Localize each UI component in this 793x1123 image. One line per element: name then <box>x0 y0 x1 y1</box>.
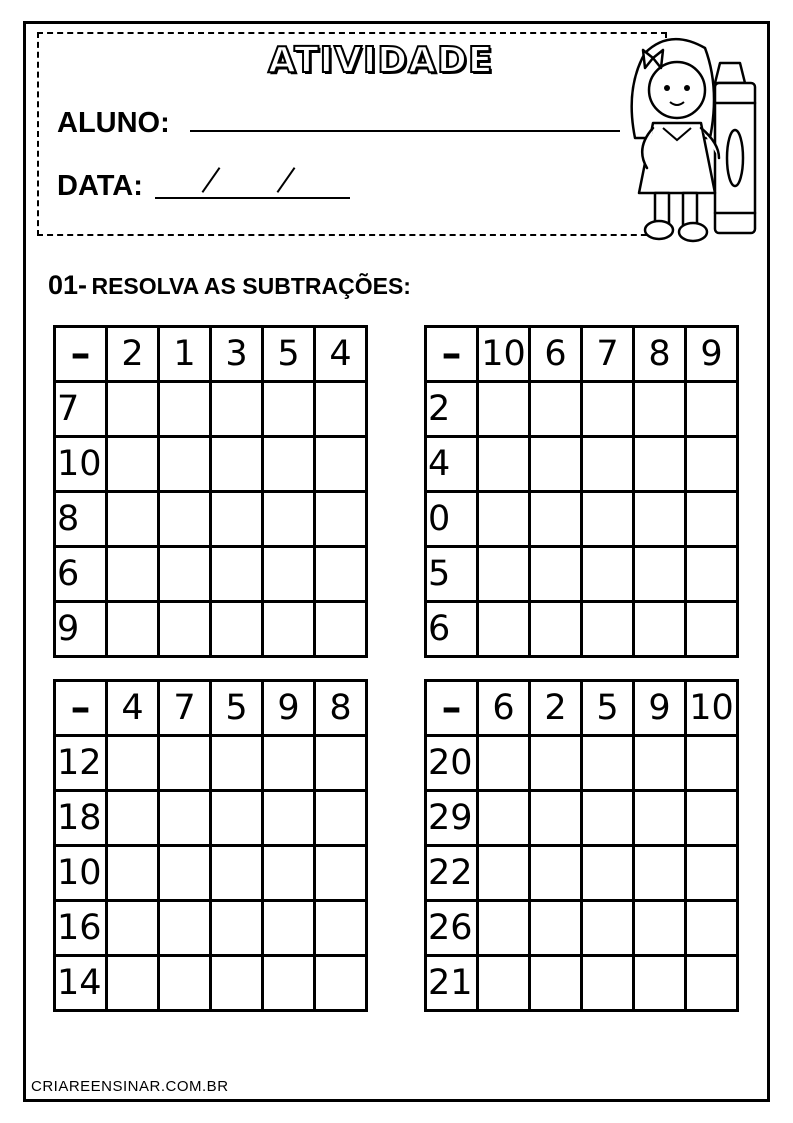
grid-column-header: 5 <box>263 327 315 382</box>
question-number: 01- <box>48 270 88 300</box>
answer-cell[interactable] <box>634 791 686 846</box>
answer-cell[interactable] <box>315 846 367 901</box>
grid-row <box>426 382 738 437</box>
answer-cell[interactable] <box>582 846 634 901</box>
grid-header-row <box>426 681 738 736</box>
minus-operator: – <box>55 681 107 736</box>
answer-cell[interactable] <box>478 846 530 901</box>
answer-cell[interactable] <box>315 791 367 846</box>
answer-cell[interactable] <box>686 437 738 492</box>
answer-cell[interactable] <box>478 547 530 602</box>
answer-cell[interactable] <box>634 901 686 956</box>
answer-cell[interactable] <box>686 602 738 657</box>
grid-row-header: 18 <box>55 791 107 846</box>
answer-cell[interactable] <box>634 547 686 602</box>
answer-cell[interactable] <box>315 901 367 956</box>
answer-cell[interactable] <box>530 791 582 846</box>
minus-operator: – <box>426 327 478 382</box>
answer-cell[interactable] <box>530 547 582 602</box>
grid-row <box>55 846 367 901</box>
answer-cell[interactable] <box>263 791 315 846</box>
answer-cell[interactable] <box>582 736 634 791</box>
answer-cell[interactable] <box>686 791 738 846</box>
grid-row <box>426 492 738 547</box>
answer-cell[interactable] <box>634 492 686 547</box>
answer-cell[interactable] <box>263 437 315 492</box>
answer-cell[interactable] <box>211 382 263 437</box>
answer-cell[interactable] <box>478 791 530 846</box>
answer-cell[interactable] <box>530 437 582 492</box>
answer-cell[interactable] <box>315 956 367 1011</box>
grid-column-header: 10 <box>686 681 738 736</box>
grid-row-header: 4 <box>426 437 478 492</box>
grid-column-header: 4 <box>315 327 367 382</box>
grid-header-row <box>426 327 738 382</box>
grid-row <box>426 736 738 791</box>
answer-cell[interactable] <box>159 901 211 956</box>
answer-cell[interactable] <box>478 382 530 437</box>
answer-cell[interactable] <box>159 437 211 492</box>
answer-cell[interactable] <box>634 382 686 437</box>
answer-cell[interactable] <box>315 437 367 492</box>
answer-cell[interactable] <box>530 602 582 657</box>
grid-row-header: 29 <box>426 791 478 846</box>
grid-row <box>55 437 367 492</box>
answer-cell[interactable] <box>478 901 530 956</box>
answer-cell[interactable] <box>315 492 367 547</box>
minus-operator: – <box>426 681 478 736</box>
grid-row-header: 8 <box>55 492 107 547</box>
answer-cell[interactable] <box>159 956 211 1011</box>
answer-cell[interactable] <box>582 602 634 657</box>
answer-cell[interactable] <box>634 437 686 492</box>
grid-row <box>55 547 367 602</box>
answer-cell[interactable] <box>159 846 211 901</box>
grid-row-header: 26 <box>426 901 478 956</box>
answer-cell[interactable] <box>530 736 582 791</box>
grid-row-header: 10 <box>55 846 107 901</box>
answer-cell[interactable] <box>107 846 159 901</box>
grid-row <box>426 791 738 846</box>
aluno-input-line[interactable] <box>190 130 620 132</box>
answer-cell[interactable] <box>107 437 159 492</box>
grid-row <box>426 901 738 956</box>
answer-cell[interactable] <box>107 956 159 1011</box>
grid-row <box>426 956 738 1011</box>
page-title: ATIVIDADE <box>268 40 494 81</box>
answer-cell[interactable] <box>107 901 159 956</box>
answer-cell[interactable] <box>159 736 211 791</box>
grid-row <box>55 602 367 657</box>
answer-cell[interactable] <box>686 846 738 901</box>
question-heading <box>48 270 411 301</box>
answer-cell[interactable] <box>582 437 634 492</box>
answer-cell[interactable] <box>478 492 530 547</box>
grid-row <box>55 382 367 437</box>
crayon-tip <box>715 63 745 83</box>
answer-cell[interactable] <box>211 956 263 1011</box>
grid-row-header: 21 <box>426 956 478 1011</box>
grid-column-header: 7 <box>159 681 211 736</box>
answer-cell[interactable] <box>686 492 738 547</box>
answer-cell[interactable] <box>211 602 263 657</box>
answer-cell[interactable] <box>211 736 263 791</box>
subtraction-grid-2 <box>424 325 739 658</box>
answer-cell[interactable] <box>686 956 738 1011</box>
answer-cell[interactable] <box>107 382 159 437</box>
answer-cell[interactable] <box>107 547 159 602</box>
answer-cell[interactable] <box>686 382 738 437</box>
grid-row-header: 9 <box>55 602 107 657</box>
grid-column-header: 5 <box>582 681 634 736</box>
answer-cell[interactable] <box>315 547 367 602</box>
grid-row-header: 10 <box>55 437 107 492</box>
answer-cell[interactable] <box>159 602 211 657</box>
answer-cell[interactable] <box>634 602 686 657</box>
answer-cell[interactable] <box>263 956 315 1011</box>
answer-cell[interactable] <box>107 736 159 791</box>
answer-cell[interactable] <box>211 437 263 492</box>
answer-cell[interactable] <box>159 791 211 846</box>
answer-cell[interactable] <box>211 901 263 956</box>
answer-cell[interactable] <box>582 382 634 437</box>
answer-cell[interactable] <box>686 736 738 791</box>
grid-column-header: 9 <box>263 681 315 736</box>
grid-column-header: 8 <box>634 327 686 382</box>
grid-row-header: 6 <box>426 602 478 657</box>
answer-cell[interactable] <box>211 547 263 602</box>
answer-cell[interactable] <box>263 492 315 547</box>
grid-header-row <box>55 327 367 382</box>
footer-site: CRIAREENSINAR.COM.BR <box>31 1078 229 1095</box>
answer-cell[interactable] <box>634 736 686 791</box>
aluno-label: ALUNO: <box>57 107 170 139</box>
answer-cell[interactable] <box>686 901 738 956</box>
grid-row-header: 5 <box>426 547 478 602</box>
answer-cell[interactable] <box>315 382 367 437</box>
answer-cell[interactable] <box>263 547 315 602</box>
grid-column-header: 5 <box>211 681 263 736</box>
grid-row <box>426 547 738 602</box>
grid-column-header: 9 <box>686 327 738 382</box>
answer-cell[interactable] <box>582 547 634 602</box>
answer-cell[interactable] <box>686 547 738 602</box>
answer-cell[interactable] <box>315 602 367 657</box>
grid-column-header: 10 <box>478 327 530 382</box>
answer-cell[interactable] <box>211 492 263 547</box>
answer-cell[interactable] <box>634 956 686 1011</box>
grid-column-header: 6 <box>530 327 582 382</box>
grid-column-header: 4 <box>107 681 159 736</box>
answer-cell[interactable] <box>582 492 634 547</box>
answer-cell[interactable] <box>530 956 582 1011</box>
grid-column-header: 2 <box>107 327 159 382</box>
grid-row-header: 16 <box>55 901 107 956</box>
grid-row-header: 0 <box>426 492 478 547</box>
answer-cell[interactable] <box>530 846 582 901</box>
minus-operator: – <box>55 327 107 382</box>
answer-cell[interactable] <box>159 547 211 602</box>
question-text: RESOLVA AS SUBTRAÇÕES: <box>91 273 411 299</box>
answer-cell[interactable] <box>478 602 530 657</box>
answer-cell[interactable] <box>582 901 634 956</box>
answer-cell[interactable] <box>315 736 367 791</box>
answer-cell[interactable] <box>107 492 159 547</box>
answer-cell[interactable] <box>478 956 530 1011</box>
answer-cell[interactable] <box>263 846 315 901</box>
answer-cell[interactable] <box>107 791 159 846</box>
subtraction-grid-3 <box>53 679 368 1012</box>
answer-cell[interactable] <box>263 901 315 956</box>
answer-cell[interactable] <box>159 492 211 547</box>
grid-column-header: 3 <box>211 327 263 382</box>
grid-row <box>55 492 367 547</box>
answer-cell[interactable] <box>107 602 159 657</box>
data-label: DATA: <box>57 170 143 202</box>
grid-row-header: 7 <box>55 382 107 437</box>
grid-row <box>426 846 738 901</box>
grid-row <box>55 791 367 846</box>
grid-row <box>426 437 738 492</box>
grid-column-header: 9 <box>634 681 686 736</box>
answer-cell[interactable] <box>582 791 634 846</box>
girl-with-crayon-illustration <box>615 28 770 246</box>
grid-row-header: 12 <box>55 736 107 791</box>
grid-column-header: 8 <box>315 681 367 736</box>
grid-column-header: 1 <box>159 327 211 382</box>
data-input-line[interactable] <box>155 197 350 199</box>
answer-cell[interactable] <box>159 382 211 437</box>
grid-column-header: 6 <box>478 681 530 736</box>
grid-column-header: 2 <box>530 681 582 736</box>
grid-row <box>55 736 367 791</box>
grid-row <box>426 602 738 657</box>
answer-cell[interactable] <box>582 956 634 1011</box>
grid-header-row <box>55 681 367 736</box>
answer-cell[interactable] <box>478 736 530 791</box>
subtraction-grid-1 <box>53 325 368 658</box>
answer-cell[interactable] <box>530 382 582 437</box>
answer-cell[interactable] <box>478 437 530 492</box>
answer-cell[interactable] <box>634 846 686 901</box>
grid-row-header: 22 <box>426 846 478 901</box>
grid-row-header: 20 <box>426 736 478 791</box>
grid-row-header: 2 <box>426 382 478 437</box>
subtraction-grid-4 <box>424 679 739 1012</box>
answer-cell[interactable] <box>263 382 315 437</box>
grid-row <box>55 956 367 1011</box>
answer-cell[interactable] <box>263 736 315 791</box>
grid-row-header: 14 <box>55 956 107 1011</box>
grid-row-header: 6 <box>55 547 107 602</box>
grid-row <box>55 901 367 956</box>
grid-column-header: 7 <box>582 327 634 382</box>
answer-cell[interactable] <box>530 901 582 956</box>
answer-cell[interactable] <box>263 602 315 657</box>
answer-cell[interactable] <box>530 492 582 547</box>
answer-cell[interactable] <box>211 846 263 901</box>
answer-cell[interactable] <box>211 791 263 846</box>
